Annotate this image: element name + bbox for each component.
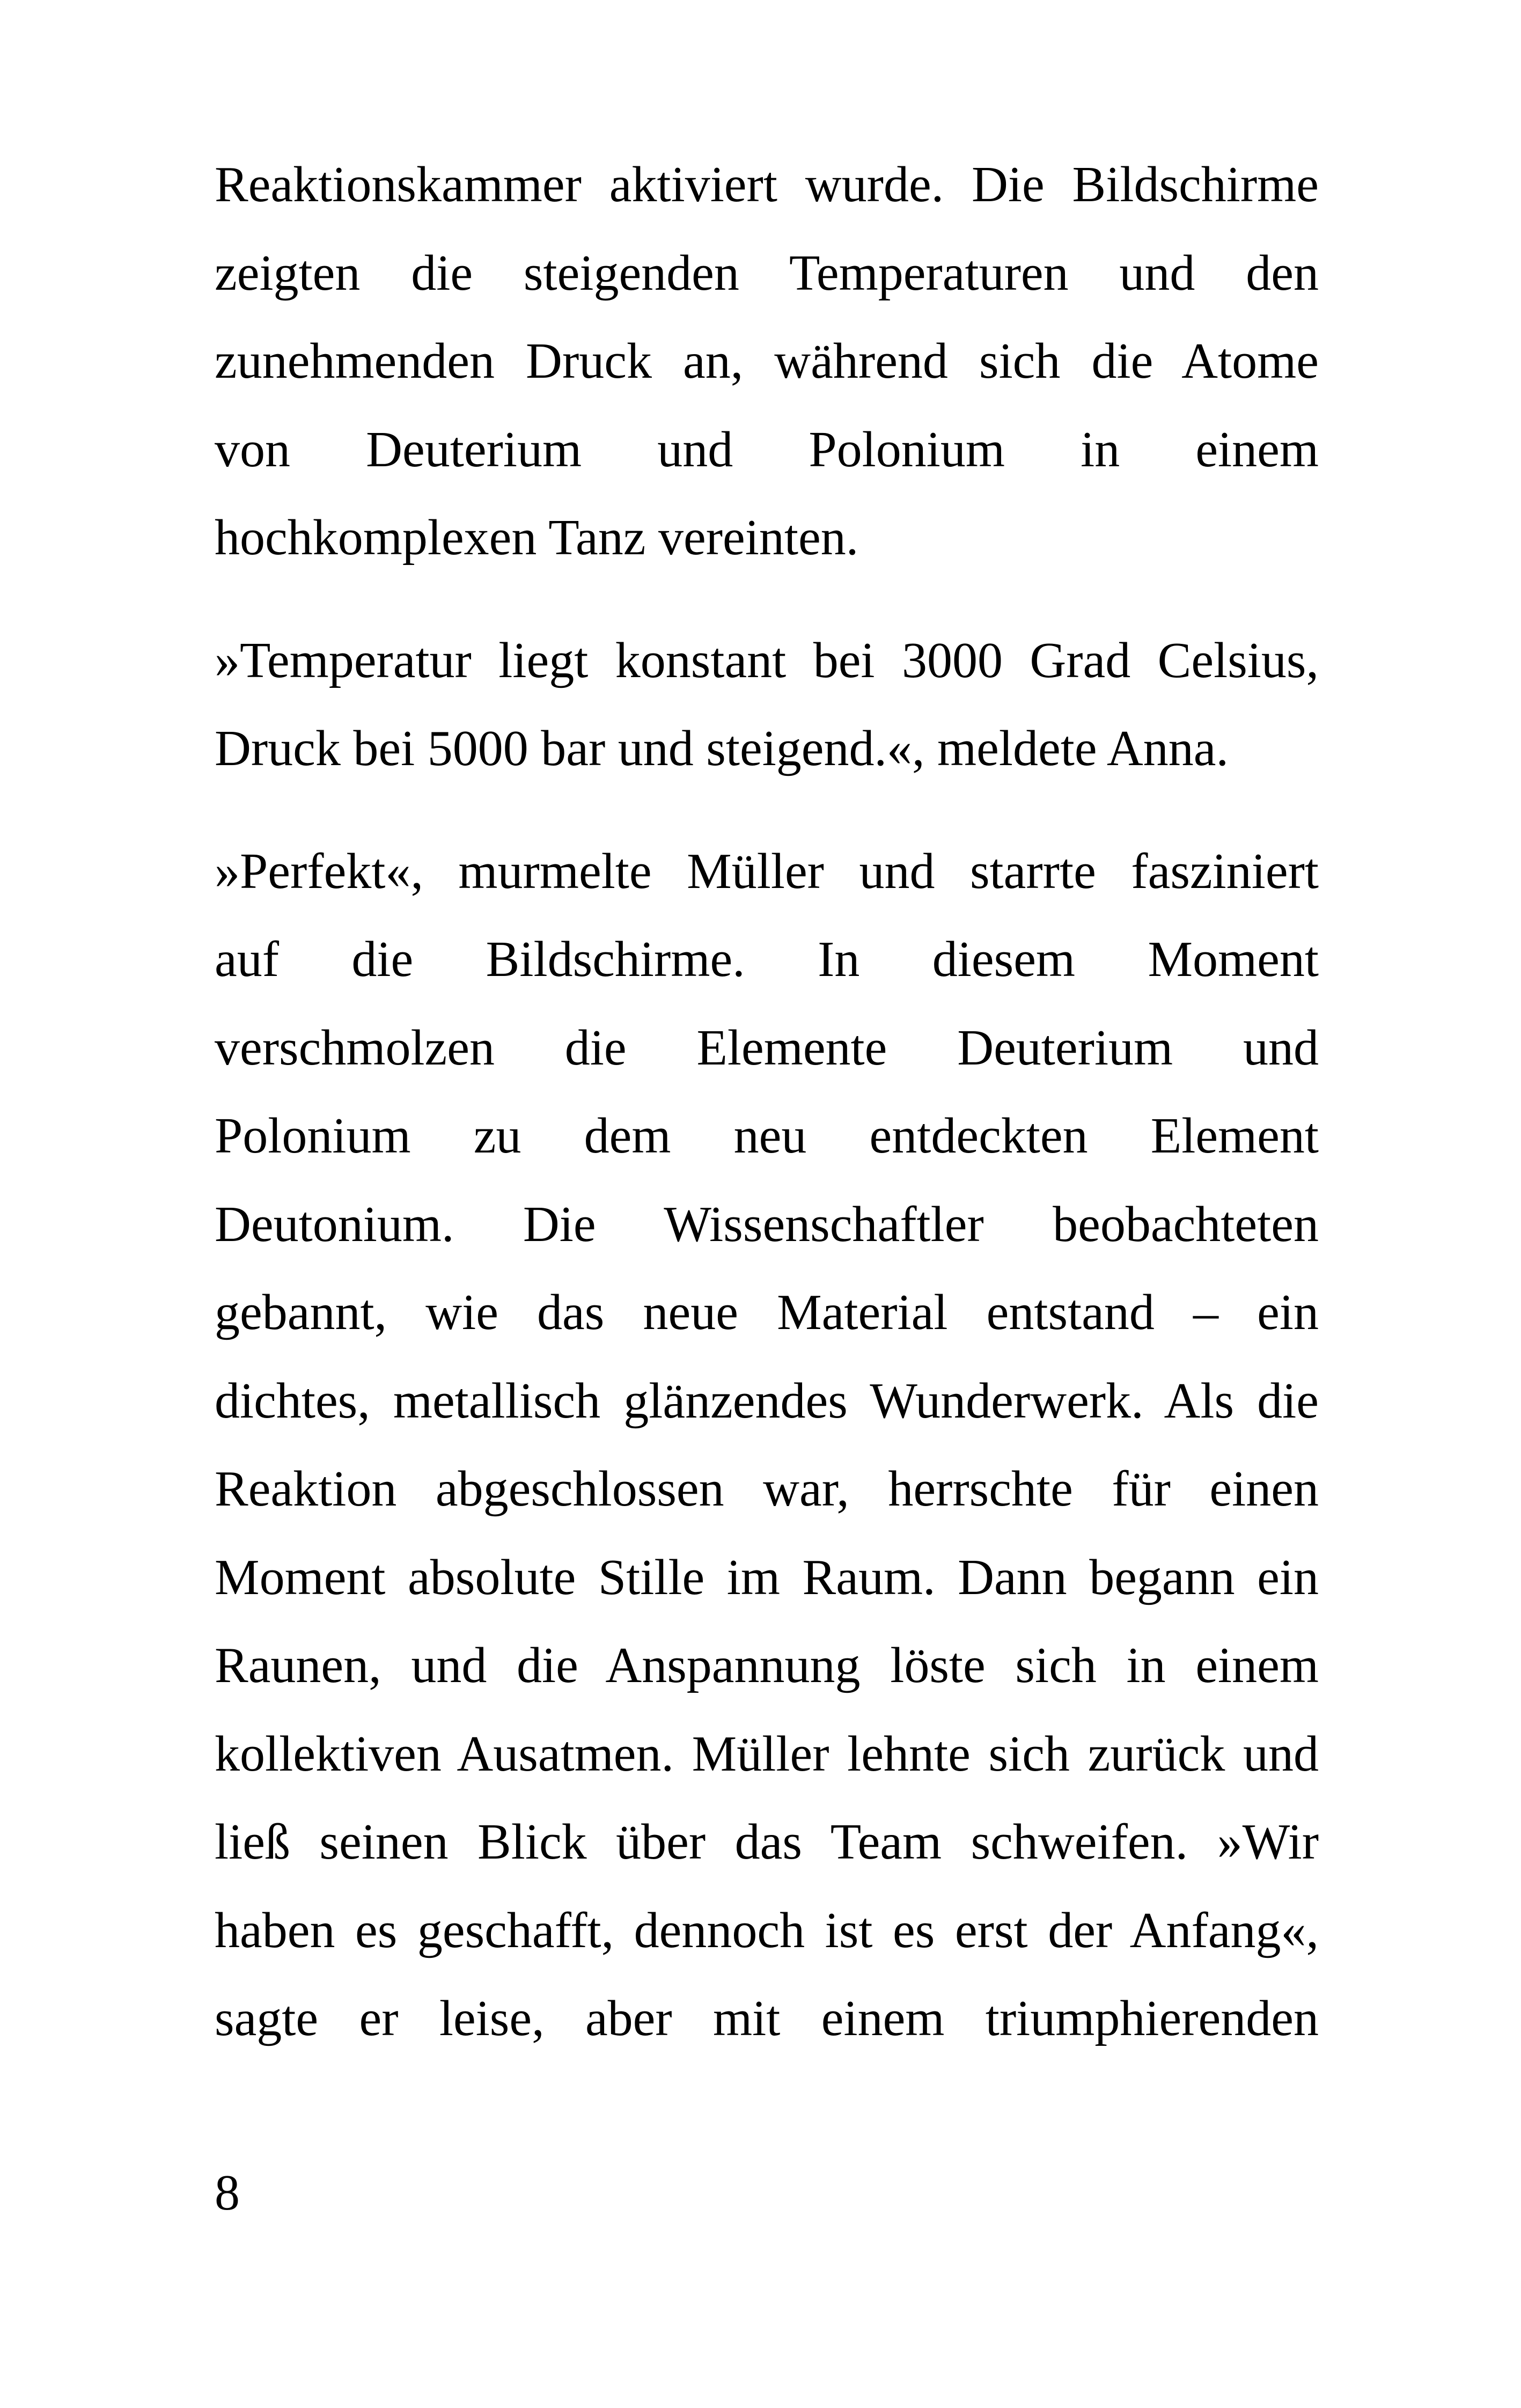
text-line: Reaktionskammer aktiviert wurde. Die Bildschirme: [215, 157, 1319, 212]
text-line: »Perfekt«, murmelte Müller und starrte fasziniert: [215, 843, 1319, 899]
text-line: auf die Bildschirme. In diesem Moment: [215, 931, 1319, 987]
text-line: von Deuterium und Polonium in einem: [215, 421, 1319, 478]
text-line: Raunen, und die Anspannung löste sich in einem: [215, 1638, 1319, 1693]
paragraph-3: [215, 827, 1319, 2063]
text-line: dichtes, metallisch glänzendes Wunderwerk. Als die: [215, 1372, 1319, 1429]
text-line: »Temperatur liegt konstant bei 3000 Grad Celsius,: [215, 632, 1319, 688]
body-text: [215, 141, 1319, 2063]
text-line: hochkomplexen Tanz vereinten.: [215, 510, 859, 566]
text-line: Deutonium. Die Wissenschaftler beobachteten: [215, 1196, 1319, 1252]
text-line: verschmolzen die Elemente Deuterium und: [215, 1019, 1319, 1076]
text-line: zunehmenden Druck an, während sich die Atome: [215, 333, 1319, 389]
text-line: kollektiven Ausatmen. Müller lehnte sich zurück und: [215, 1726, 1319, 1782]
text-line: sagte er leise, aber mit einem triumphierenden: [215, 1991, 1319, 2046]
text-line: Druck bei 5000 bar und steigend.«, meldete Anna.: [215, 721, 1229, 776]
text-line: zeigten die steigenden Temperaturen und den: [215, 245, 1319, 301]
text-line: Moment absolute Stille im Raum. Dann begann ein: [215, 1549, 1319, 1605]
paragraph-2: [215, 616, 1319, 793]
text-line: Reaktion abgeschlossen war, herrschte für einen: [215, 1461, 1319, 1517]
paragraph-1: [215, 141, 1319, 582]
text-line: Polonium zu dem neu entdeckten Element: [215, 1108, 1319, 1164]
text-line: haben es geschafft, dennoch ist es erst der Anfang«,: [215, 1902, 1319, 1958]
text-line: ließ seinen Blick über das Team schweifen. »Wir: [215, 1814, 1319, 1870]
text-line: gebannt, wie das neue Material entstand – ein: [215, 1284, 1319, 1340]
page-number: 8: [215, 2165, 240, 2221]
